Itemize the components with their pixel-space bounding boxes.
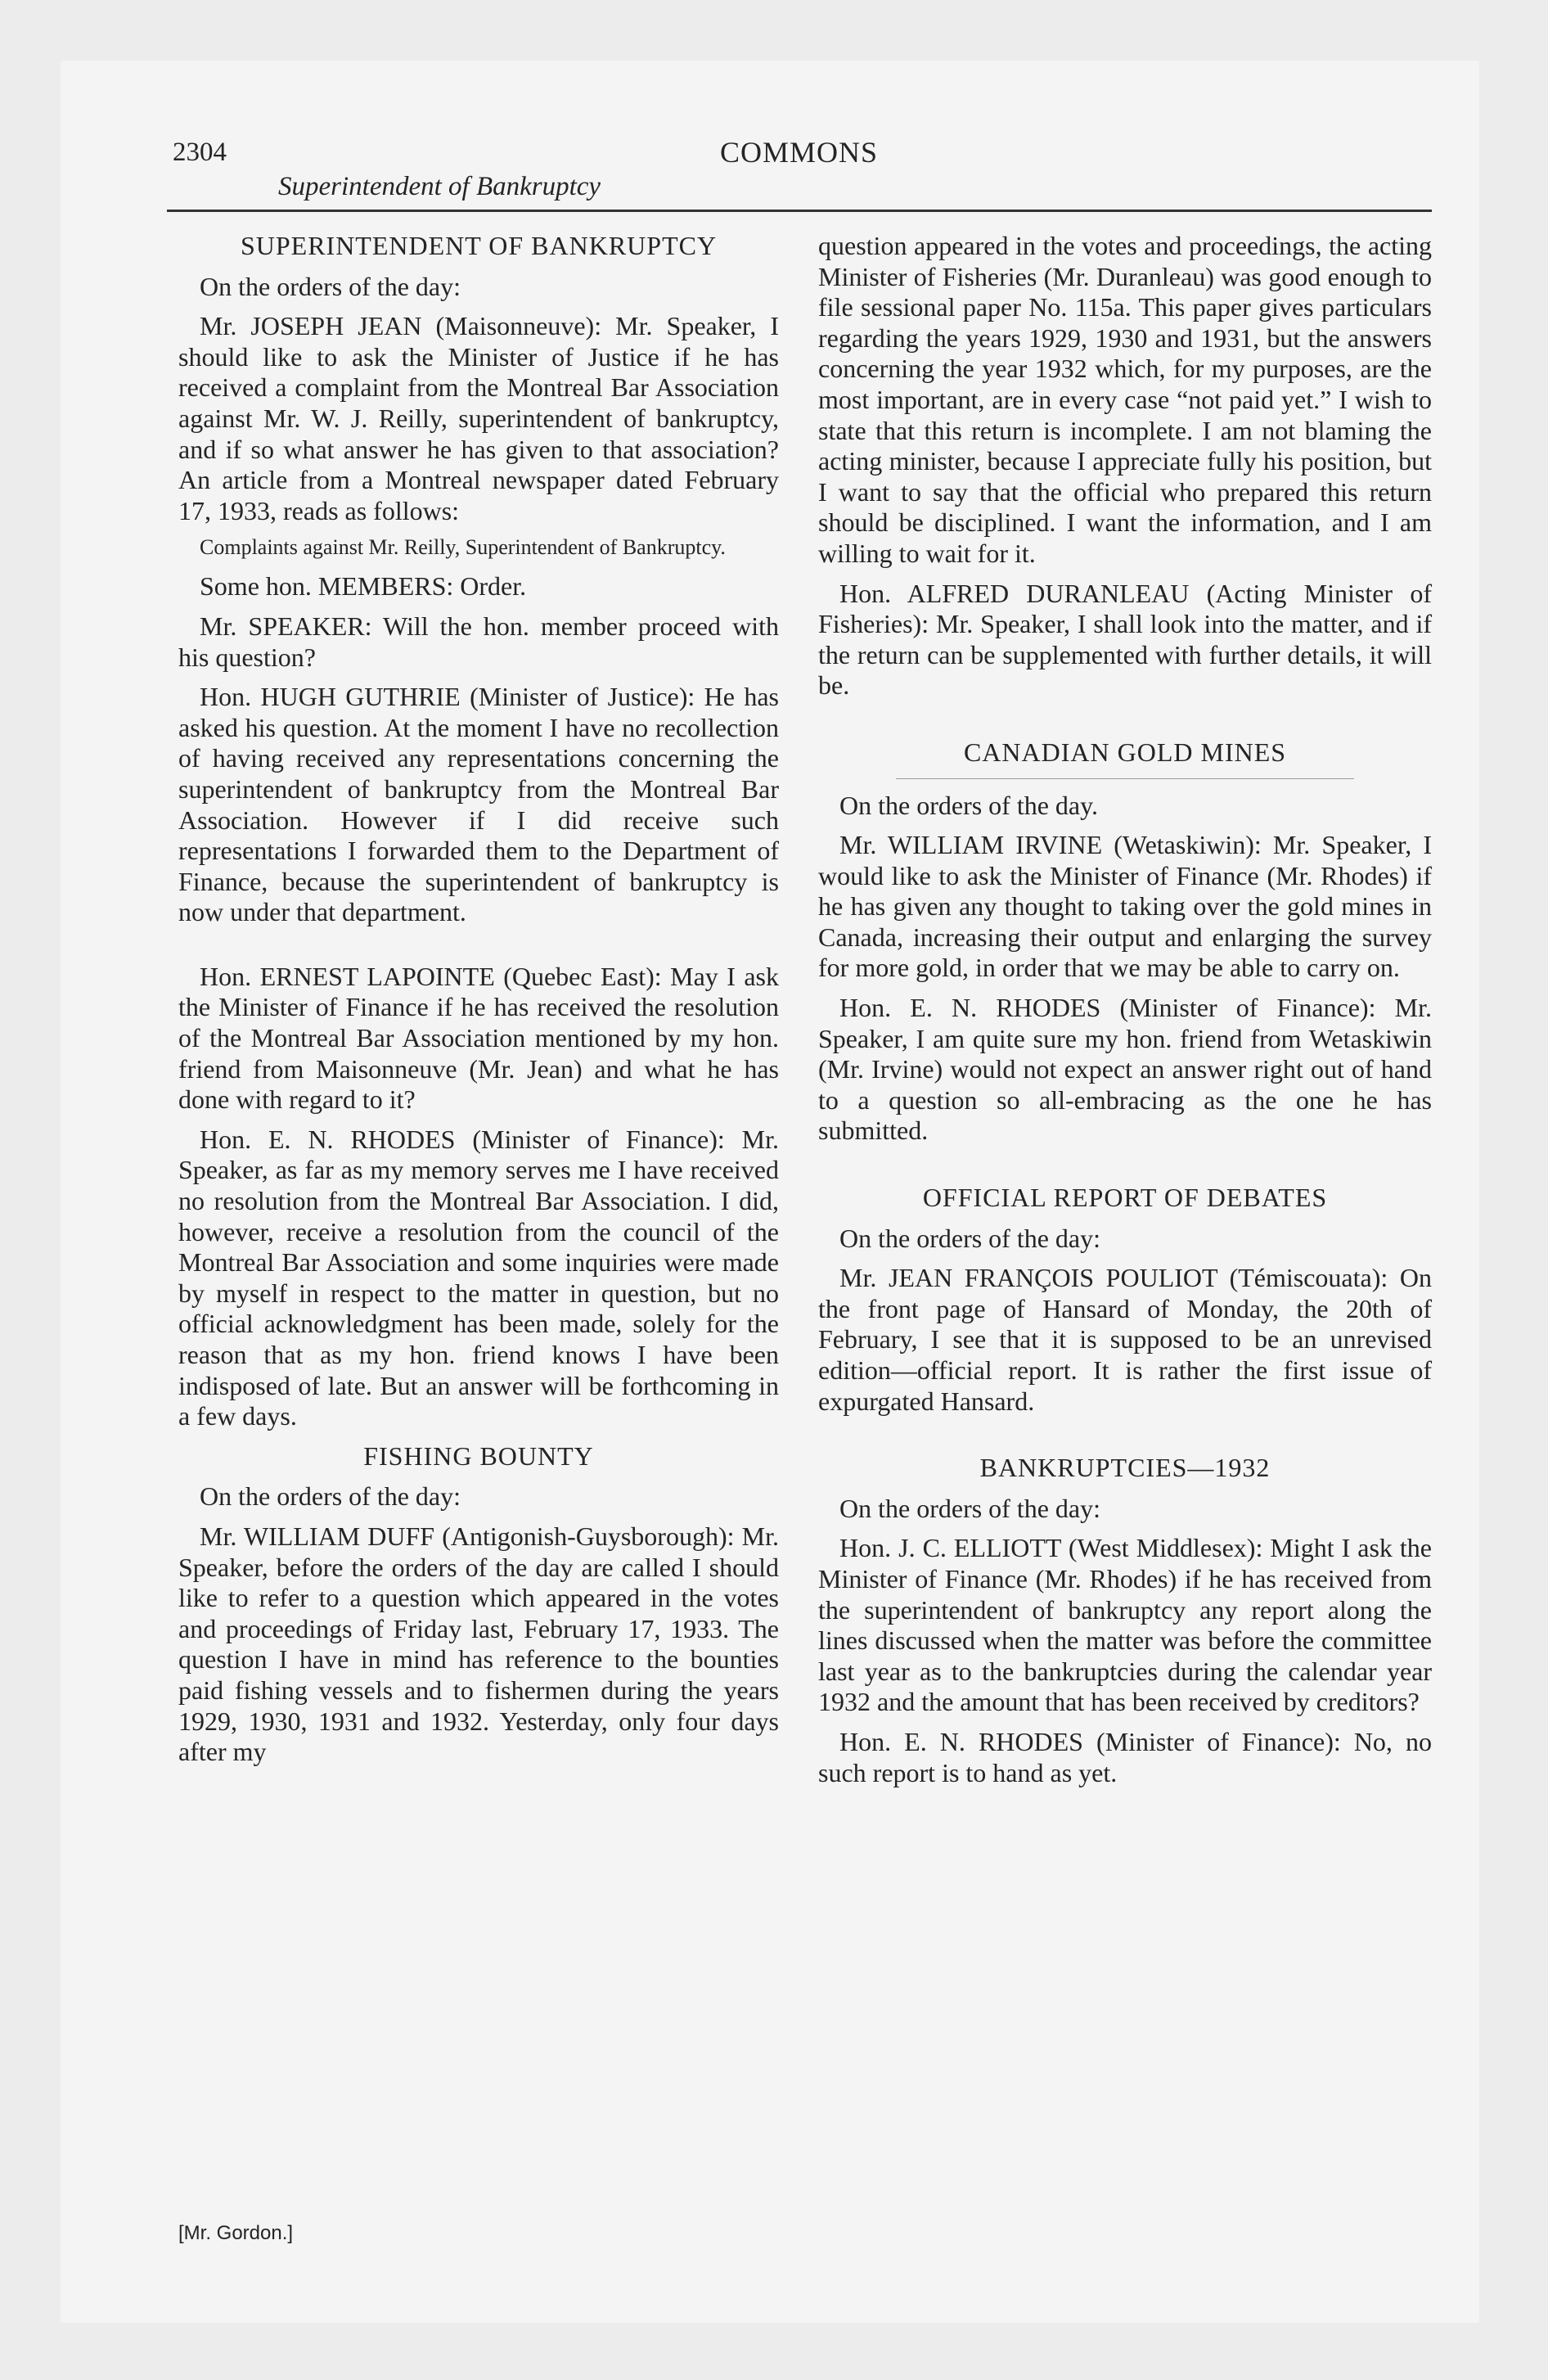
paragraph: Mr. JOSEPH JEAN (Maisonneuve): Mr. Speaker, I should like to ask the Minister of Justice if he has received a complaint from the Montreal Bar Association against Mr. W. J. Reilly, superintendent of bankruptcy, and if so what answer he has given to that association? An article from a Montreal newspaper dated February 17, 1933, reads as follows: (178, 311, 779, 525)
paragraph: Hon. E. N. RHODES (Minister of Finance): Mr. Speaker, as far as my memory serves me I have received no resolution from the Montreal Bar Association. I did, however, receive a resolution from the council of the Montreal Bar Association and some inquiries were made by myself in respect to the matter in question, but no official acknowledgment has been made, solely for the reason that as my hon. friend knows I have been indisposed of late. But an answer will be forthcoming in a few days. (178, 1124, 779, 1431)
footer-reference: [Mr. Gordon.] (178, 2222, 294, 2244)
paragraph: question appeared in the votes and proceedings, the acting Minister of Fisheries (Mr. Duranleau) was good enough to file sessional paper No. 115a. This paper gives particulars regarding the years 1929, 1930 and 1931, but the answers concerning the year 1932 which, for my purposes, are the most important, are in every case “not paid yet.” I wish to state that this return is incomplete. I am not blaming the acting minister, because I appreciate fully his position, but I want to say that the official who prepared this return should be disciplined. I want the information, and I am willing to wait for it. (818, 231, 1432, 568)
section-heading: FISHING BOUNTY (363, 1440, 594, 1471)
paragraph: On the orders of the day: (200, 1481, 461, 1512)
paragraph: Mr. WILLIAM IRVINE (Wetaskiwin): Mr. Speaker, I would like to ask the Minister of Finance (Mr. Rhodes) if he has given any thought to taking over the gold mines in Canada, increasing their output and enlarging the survey for more gold, in order that we may be able to carry on. (818, 830, 1432, 983)
page-number: 2304 (173, 137, 227, 167)
right-column (818, 231, 1432, 1797)
heading-rule (896, 778, 1354, 779)
paragraph: On the orders of the day: (839, 1223, 1101, 1253)
paragraph: Mr. JEAN FRANÇOIS POULIOT (Témiscouata): On the front page of Hansard of Monday, the 20th of February, I see that it is supposed to be an unrevised edition—official report. It is rather the first issue of expurgated Hansard. (818, 1263, 1432, 1416)
paragraph: Hon. ALFRED DURANLEAU (Acting Minister of Fisheries): Mr. Speaker, I shall look into the matter, and if the return can be supplemented with further details, it will be. (818, 578, 1432, 701)
paragraph: Hon. HUGH GUTHRIE (Minister of Justice): He has asked his question. At the moment I have no recollection of having received any representations concerning the superintendent of bankruptcy from the Montreal Bar Association. However if I did receive such representations I forwarded them to the Department of Finance, because the superintendent of bankruptcy is now under that department. (178, 682, 779, 927)
section-heading: OFFICIAL REPORT OF DEBATES (922, 1183, 1328, 1213)
paragraph: Hon. E. N. RHODES (Minister of Finance): Mr. Speaker, I am quite sure my hon. friend from Wetaskiwin (Mr. Irvine) would not expect an answer right out of hand to a question so all-embracing as the one he has submitted. (818, 993, 1432, 1146)
header-rule (167, 210, 1432, 212)
block-quote: Complaints against Mr. Reilly, Superintendent of Bankruptcy. (200, 535, 726, 560)
paragraph: On the orders of the day: (839, 1493, 1101, 1523)
running-title: COMMONS (720, 136, 879, 169)
section-heading: CANADIAN GOLD MINES (963, 737, 1287, 767)
paragraph: Hon. E. N. RHODES (Minister of Finance): No, no such report is to hand as yet. (818, 1726, 1432, 1787)
running-subtitle: Superintendent of Bankruptcy (278, 172, 601, 201)
paragraph: On the orders of the day. (839, 790, 1099, 820)
section-heading: SUPERINTENDENT OF BANKRUPTCY (240, 231, 718, 260)
paragraph: Some hon. MEMBERS: Order. (200, 571, 527, 602)
paragraph: On the orders of the day: (200, 271, 461, 301)
spacer (178, 937, 779, 962)
section-heading: BANKRUPTCIES—1932 (979, 1453, 1271, 1483)
paragraph: Mr. WILLIAM DUFF (Antigonish-Guysborough): Mr. Speaker, before the orders of the day are called I should like to refer to a question which appeared in the votes and proceedings of Friday last, February 17, 1933. The question I have in mind has reference to the bounties paid fishing vessels and to fishermen during the years 1929, 1930, 1931 and 1932. Yesterday, only four days after my (178, 1521, 779, 1767)
paragraph: Hon. J. C. ELLIOTT (West Middlesex): Might I ask the Minister of Finance (Mr. Rhodes) if he has received from the superintendent of bankruptcy any report along the lines discussed when the matter was before the committee last year as to the bankruptcies during the calendar year 1932 and the amount that has been received by creditors? (818, 1533, 1432, 1717)
left-column (178, 231, 779, 1777)
paragraph: Mr. SPEAKER: Will the hon. member proceed with his question? (178, 611, 779, 672)
paragraph: Hon. ERNEST LAPOINTE (Quebec East): May I ask the Minister of Finance if he has received the resolution of the Montreal Bar Association mentioned by my hon. friend from Maisonneuve (Mr. Jean) and what he has done with regard to it? (178, 961, 779, 1115)
